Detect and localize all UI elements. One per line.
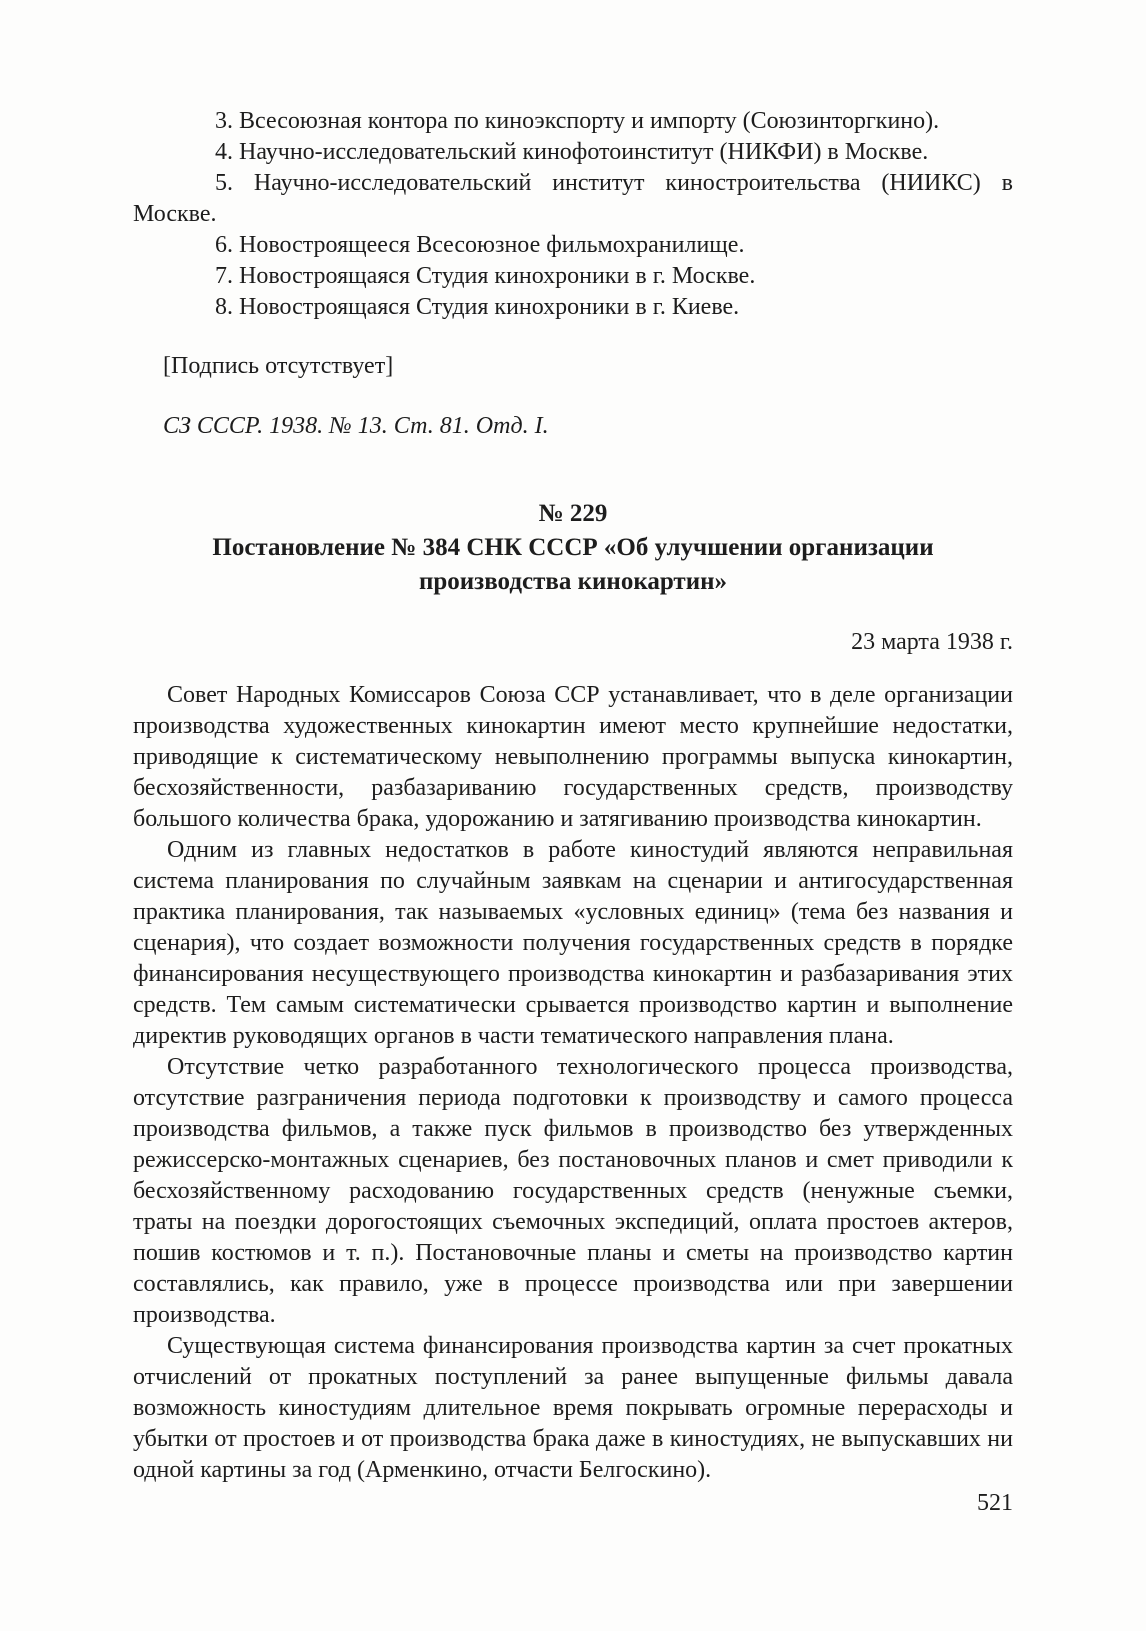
body-paragraph: Отсутствие четко разработанного технологического процесса производства, отсутствие разграничения периода подготовки к производству и самого процесса производства фильмов, а также пуск фильмов в производство без утвержденных режиссерско-монтажных сценариев, без постановочных планов и смет приводили к бесхозяйственному расходованию государственных средств (ненужные съемки, траты на поездки дорогостоящих съемочных экспедиций, оплата простоев актеров, пошив костюмов и т. п.). Постановочные планы и сметы на производство картин составлялись, как правило, уже в процессе производства или при завершении производства. [133, 1054, 1013, 1328]
body-paragraph: Одним из главных недостатков в работе киностудий являются неправильная система планирования по случайным заявкам на сценарии и антигосударственная практика планирования, так называемых «условных единиц» (тема без названия и сценария), что создает возможности получения государственных средств в порядке финансирования несуществующего производства кинокартин и разбазаривания этих средств. Тем самым систематически срывается производство картин и выполнение директив руководящих органов в части тематического направления плана. [133, 837, 1013, 1049]
source-citation: СЗ СССР. 1938. № 13. Ст. 81. Отд. I. [163, 413, 549, 439]
body-paragraph: Совет Народных Комиссаров Союза ССР устанавливает, что в деле организации производства художественных кинокартин имеют место крупнейшие недостатки, приводящие к систематическому невыполнению программы выпуска кинокартин, бесхозяйственности, разбазариванию государственных средств, производству большого количества брака, удорожанию и затягиванию производства кинокартин. [133, 682, 1013, 832]
decree-body [133, 680, 1013, 1486]
decree-date: 23 марта 1938 г. [851, 629, 1013, 655]
list-item: 3. Всесоюзная контора по киноэкспорту и импорту (Союзинторгкино). [215, 108, 940, 134]
page-number: 521 [977, 1490, 1013, 1516]
signature-note: [Подпись отсутствует] [163, 353, 394, 379]
list-item: 7. Новостроящаяся Студия кинохроники в г. Москве. [215, 263, 756, 289]
body-paragraph: Существующая система финансирования производства картин за счет прокатных отчислений от прокатных поступлений за ранее выпущенные фильмы давала возможность киностудиям длительное время покрывать огромные перерасходы и убытки от простоев и от производства брака даже в киностудиях, не выпускавших ни одной картины за год (Арменкино, отчасти Белгоскино). [133, 1333, 1013, 1483]
list-item: 6. Новостроящееся Всесоюзное фильмохранилище. [215, 232, 745, 258]
organization-list [133, 106, 1013, 323]
page-content [133, 0, 1013, 1519]
decree-title: Постановление № 384 СНК СССР «Об улучшении организации производства кинокартин» [212, 534, 934, 595]
decree-number-heading: № 229 [538, 500, 608, 527]
list-item: 4. Научно-исследовательский кинофотоинститут (НИКФИ) в Москве. [215, 139, 929, 165]
list-item: 5. Научно-исследовательский институт киностроительства (НИИКС) в Москве. [133, 170, 1013, 227]
list-item: 8. Новостроящаяся Студия кинохроники в г. Киеве. [215, 294, 740, 320]
